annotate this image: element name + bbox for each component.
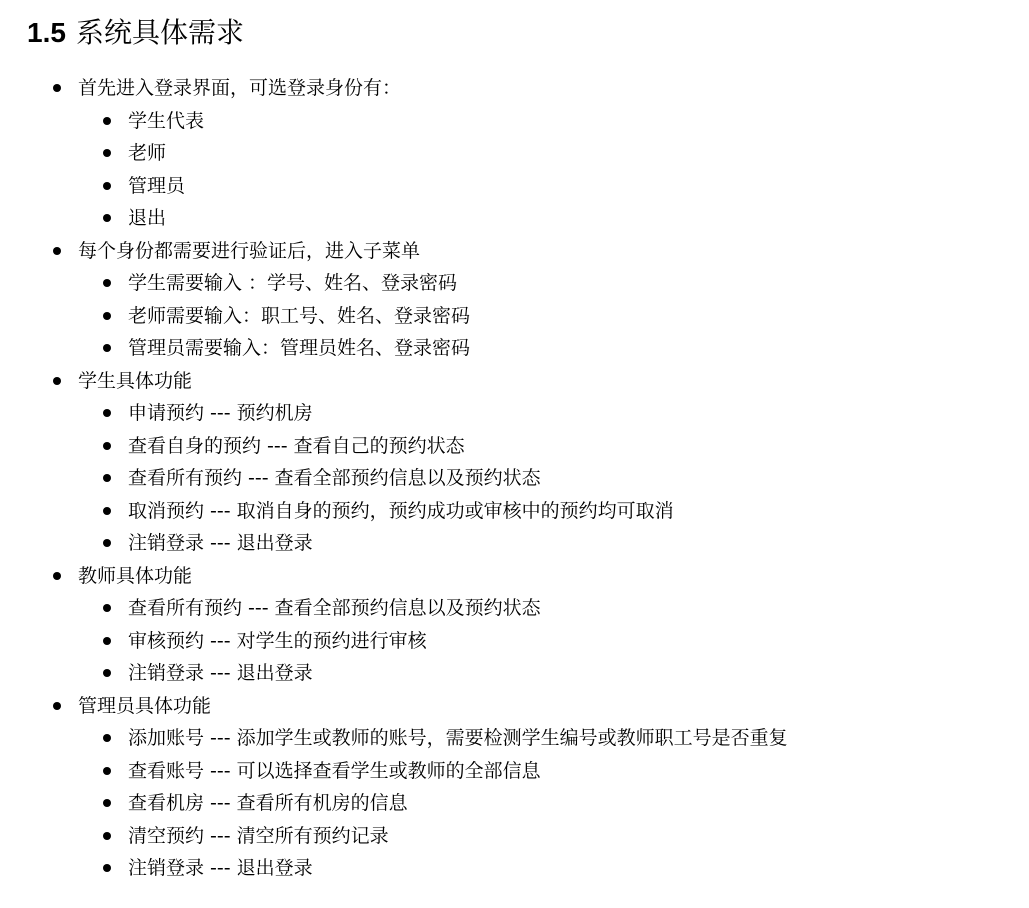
bullet-icon <box>53 702 61 710</box>
section-heading <box>27 13 244 53</box>
bullet-icon <box>103 604 111 612</box>
list-item-text: 老师 <box>128 142 167 164</box>
list-item-text: 申请预约 --- 预约机房 <box>128 402 313 424</box>
list-item-text: 管理员需要输入：管理员姓名、登录密码 <box>128 337 471 359</box>
list-item-text: 查看机房 --- 查看所有机房的信息 <box>128 792 408 814</box>
list-item-text: 清空预约 --- 清空所有预约记录 <box>128 825 389 847</box>
list-item-text: 查看所有预约 --- 查看全部预约信息以及预约状态 <box>128 597 541 619</box>
list-item-text: 查看所有预约 --- 查看全部预约信息以及预约状态 <box>128 467 541 489</box>
list-item-text: 学生需要输入 ：学号、姓名、登录密码 <box>128 272 458 294</box>
list-item-text: 查看自身的预约 --- 查看自己的预约状态 <box>128 435 465 457</box>
list-item-text: 教师具体功能 <box>78 565 193 587</box>
list-item-text: 首先进入登录界面，可选登录身份有： <box>78 77 402 99</box>
bullet-icon <box>103 312 111 320</box>
list-item-text: 管理员 <box>128 175 186 197</box>
bullet-icon <box>103 669 111 677</box>
bullet-icon <box>103 279 111 287</box>
list-item-text: 每个身份都需要进行验证后，进入子菜单 <box>78 240 421 262</box>
bullet-icon <box>103 182 111 190</box>
section-number: 1.5 <box>27 17 66 48</box>
list-item-text: 学生代表 <box>128 110 205 132</box>
bullet-icon <box>103 734 111 742</box>
bullet-icon <box>103 149 111 157</box>
section-title: 系统具体需求 <box>75 16 244 49</box>
bullet-icon <box>103 799 111 807</box>
list-item-text: 退出 <box>128 207 167 229</box>
list-item-text: 管理员具体功能 <box>78 695 212 717</box>
list-item-text: 学生具体功能 <box>78 370 193 392</box>
bullet-icon <box>103 117 111 125</box>
list-item-text: 添加账号 --- 添加学生或教师的账号，需要检测学生编号或教师职工号是否重复 <box>128 727 788 749</box>
list-item-text: 注销登录 --- 退出登录 <box>128 532 313 554</box>
bullet-icon <box>103 409 111 417</box>
list-item-text: 老师需要输入：职工号、姓名、登录密码 <box>128 305 471 327</box>
bullet-icon <box>103 474 111 482</box>
bullet-icon <box>103 442 111 450</box>
bullet-icon <box>103 539 111 547</box>
bullet-icon <box>103 214 111 222</box>
bullet-icon <box>103 767 111 775</box>
bullet-icon <box>103 507 111 515</box>
list-item-text: 注销登录 --- 退出登录 <box>128 662 313 684</box>
bullet-icon <box>103 832 111 840</box>
list-item-text: 取消预约 --- 取消自身的预约，预约成功或审核中的预约均可取消 <box>128 500 674 522</box>
bullet-icon <box>53 84 61 92</box>
list-item-text: 查看账号 --- 可以选择查看学生或教师的全部信息 <box>128 760 541 782</box>
list-item-text: 审核预约 --- 对学生的预约进行审核 <box>128 630 427 652</box>
bullet-icon <box>103 864 111 872</box>
list-item-text: 注销登录 --- 退出登录 <box>128 857 313 879</box>
bullet-icon <box>53 572 61 580</box>
bullet-icon <box>53 377 61 385</box>
bullet-icon <box>103 637 111 645</box>
bullet-icon <box>53 247 61 255</box>
bullet-icon <box>103 344 111 352</box>
